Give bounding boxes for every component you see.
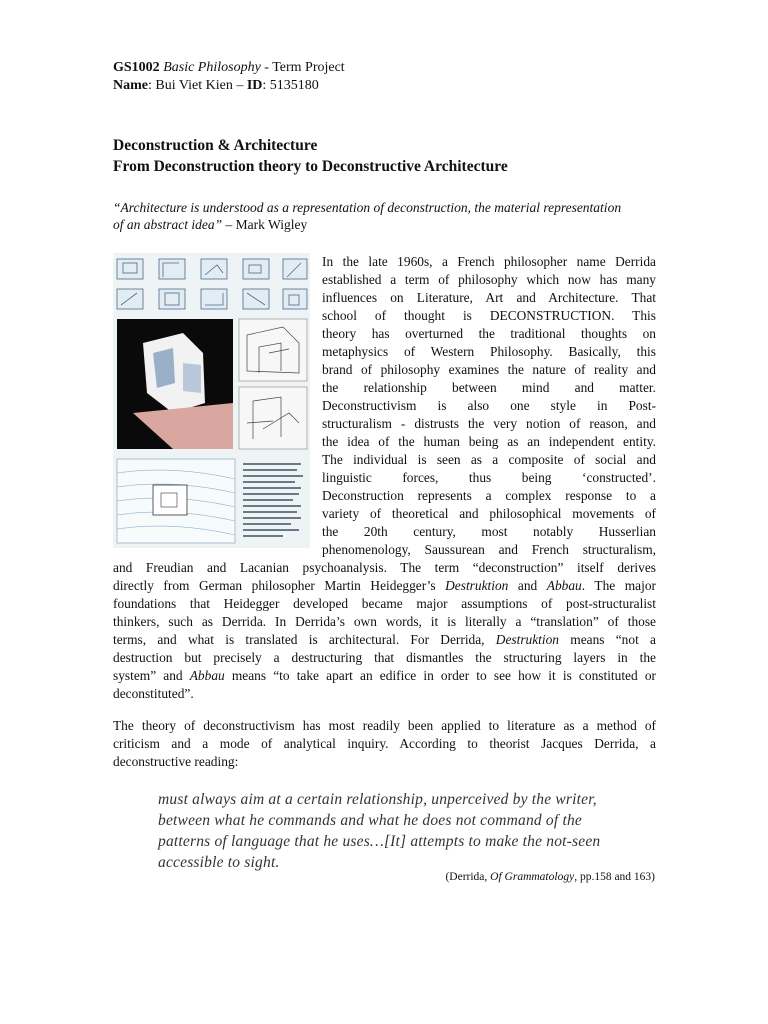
- blockquote-line: patterns of language that he uses…[It] attempts to make the not-seen: [158, 833, 601, 850]
- citation: (Derrida, Of Grammatology, pp.158 and 163): [445, 871, 655, 883]
- para1-line: Deconstruction represents a complex response to a: [322, 488, 656, 503]
- para1-line: the 20th century, most notably Husserlian: [322, 524, 656, 539]
- document-subtitle: From Deconstruction theory to Deconstructive Architecture: [113, 158, 508, 175]
- para1-line: influences on Literature, Art and Architecture. That: [322, 290, 656, 305]
- para1-line: destruction but precisely a destructuring that dismantles the structuring layers in the: [113, 650, 656, 665]
- para2-line: criticism and a mode of analytical inquiry. According to theorist Jacques Derrida, a: [113, 736, 656, 751]
- para1-line: linguistic forces, thus being ‘constructed’.: [322, 470, 656, 485]
- para1-line: phenomenology, Saussurean and French structuralism,: [322, 542, 656, 557]
- para1-line: foundations that Heidegger developed became major assumptions of post-structuralist: [113, 596, 656, 611]
- blockquote-line: accessible to sight.: [158, 854, 280, 871]
- id-label: ID: [246, 78, 263, 93]
- para1-line: metaphysics of Western Philosophy. Basically, this: [322, 344, 656, 359]
- epigraph: [113, 199, 633, 233]
- epigraph-quote: “Architecture is understood as a representation of deconstruction, the material representation of an abstract idea”: [113, 200, 622, 232]
- para2-line: deconstructive reading:: [113, 754, 239, 769]
- para1-line: theory has overturned the traditional thoughts on: [322, 326, 656, 341]
- para1-line: thinkers, such as Derrida. In Derrida’s own words, it is literally a “translation” of those: [113, 614, 656, 629]
- para1-line: terms, and what is translated is architectural. For Derrida, Destruktion means “not a: [113, 632, 656, 647]
- para1-line: and Freudian and Lacanian psychoanalysis. The term “deconstruction” itself derives: [113, 560, 656, 575]
- para1-line: structuralism - distrusts the very notion of reason, and: [322, 416, 656, 431]
- para1-line: system” and Abbau means “to take apart an edifice in order to see how it is constituted or: [113, 668, 656, 683]
- para1-line: The individual is seen as a composite of social and: [322, 452, 656, 467]
- para1-line: variety of theoretical and philosophical movements of: [322, 506, 656, 521]
- para1-line: Deconstructivism is also one style in Post-: [322, 398, 656, 413]
- course-line: [113, 59, 345, 77]
- blockquote-line: must always aim at a certain relationship, unperceived by the writer,: [158, 791, 597, 808]
- name-value: : Bui Viet Kien –: [148, 78, 247, 93]
- name-label: Name: [113, 78, 148, 93]
- para1-line: the idea of the human being as an independent entity.: [322, 434, 656, 449]
- para1-line: established a term of philosophy which now has many: [322, 272, 656, 287]
- blockquote-line: between what he commands and what he does not command of the: [158, 812, 582, 829]
- citation-title: Of Grammatology: [490, 871, 575, 883]
- para1-line: the relationship between mind and matter.: [322, 380, 656, 395]
- course-name: Basic Philosophy: [163, 60, 261, 75]
- para1-line: brand of philosophy examines the nature of reality and: [322, 362, 656, 377]
- project-label: - Term Project: [260, 60, 345, 75]
- id-value: : 5135180: [262, 78, 319, 93]
- para1-line: deconstituted”.: [113, 686, 194, 701]
- para1-line: school of thought is DECONSTRUCTION. This: [322, 308, 656, 323]
- architecture-collage-image: [113, 253, 310, 548]
- para2-line: The theory of deconstructivism has most readily been applied to literature as a method of: [113, 718, 656, 733]
- course-code: GS1002: [113, 60, 160, 75]
- epigraph-author: – Mark Wigley: [222, 217, 308, 232]
- para1-line: In the late 1960s, a French philosopher name Derrida: [322, 254, 656, 269]
- architecture-figure: [113, 253, 310, 548]
- document-title: Deconstruction & Architecture: [113, 137, 318, 154]
- blockquote: [158, 789, 658, 873]
- para1-line: directly from German philosopher Martin Heidegger’s Destruktion and Abbau. The major: [113, 578, 656, 593]
- student-line: [113, 77, 319, 95]
